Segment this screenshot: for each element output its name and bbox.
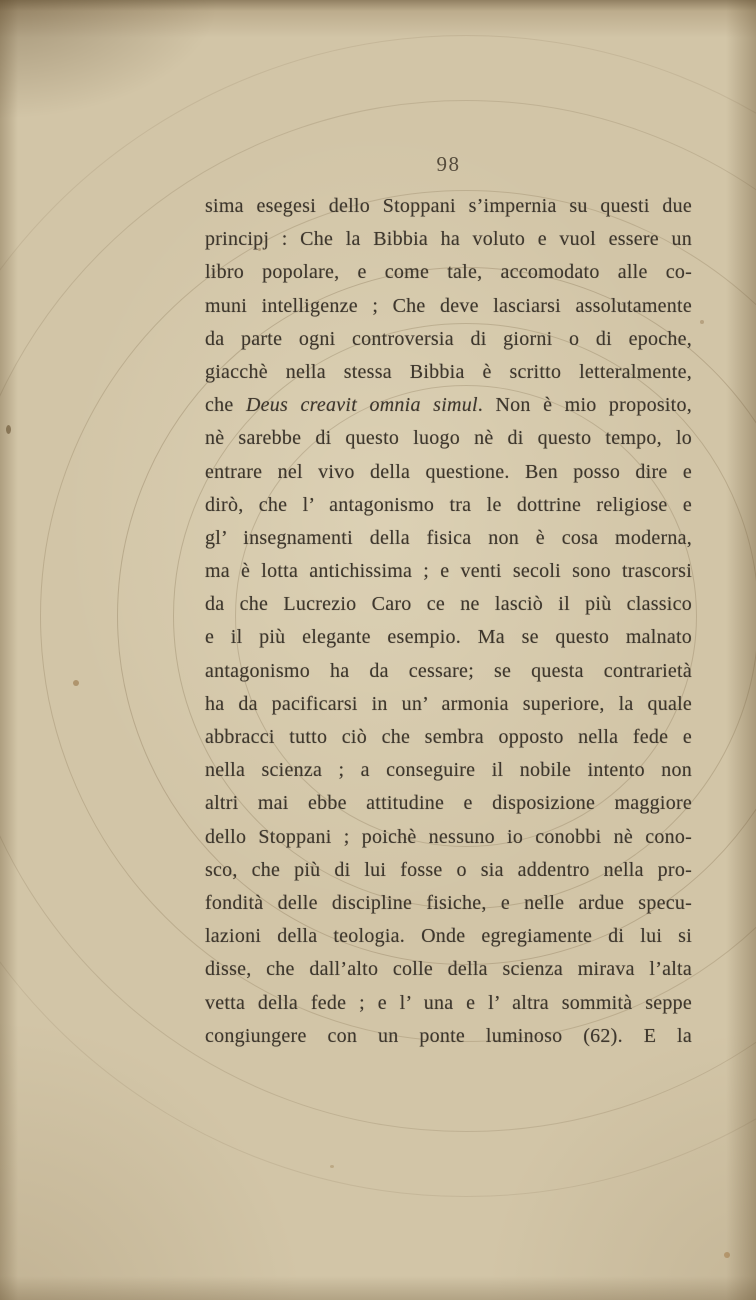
text-line: libro popolare, e come tale, accomodato alle co- xyxy=(205,261,692,284)
scan-edge-shadow-top xyxy=(0,0,756,38)
text-line: altri mai ebbe attitudine e disposizione maggiore xyxy=(205,792,692,815)
scan-edge-shadow-right xyxy=(726,0,756,1300)
text-line: e il più elegante esempio. Ma se questo malnato xyxy=(205,626,692,649)
text-line: principj : Che la Bibbia ha voluto e vuol essere un xyxy=(205,228,692,251)
text-line: nella scienza ; a conseguire il nobile intento non xyxy=(205,759,692,782)
text-line: muni intelligenze ; Che deve lasciarsi assolutamente xyxy=(205,294,692,317)
paper-speck xyxy=(700,320,704,324)
text-line: abbracci tutto ciò che sembra opposto nella fede e xyxy=(205,726,692,748)
text-line: fondità delle discipline fisiche, e nelle ardue specu- xyxy=(205,891,692,914)
text-line: ma è lotta antichissima ; e venti secoli sono trascorsi xyxy=(205,560,692,583)
text-line: entrare nel vivo della questione. Ben posso dire e xyxy=(205,460,692,483)
text-line: ha da pacificarsi in un’ armonia superiore, la quale xyxy=(205,692,692,715)
page-number: 98 xyxy=(436,152,461,176)
scan-edge-shadow-left xyxy=(0,0,18,1300)
paper-speck xyxy=(330,1165,334,1168)
text-line: dello Stoppani ; poichè nessuno io conobbi nè cono- xyxy=(205,825,692,848)
text-line: disse, che dall’alto colle della scienza mirava l’alta xyxy=(205,958,692,981)
text-line: sco, che più di lui fosse o sia addentro nella pro- xyxy=(205,858,692,881)
text-line: lazioni della teologia. Onde egregiamente di lui si xyxy=(205,925,692,948)
text-line: da che Lucrezio Caro ce ne lasciò il più classico xyxy=(205,593,692,616)
text-line: nè sarebbe di questo luogo nè di questo tempo, lo xyxy=(205,427,692,450)
text-line: sima esegesi dello Stoppani s’impernia su questi due xyxy=(205,195,692,217)
paper-speck xyxy=(73,680,79,686)
text-line: giacchè nella stessa Bibbia è scritto letteralmente, xyxy=(205,360,692,383)
text-line: antagonismo ha da cessare; se questa contrarietà xyxy=(205,659,692,682)
scan-corner-shadow xyxy=(0,0,220,120)
text-line: dirò, che l’ antagonismo tra le dottrine religiose e xyxy=(205,493,692,516)
text-line: gl’ insegnamenti della fisica non è cosa moderna, xyxy=(205,526,692,549)
body-text xyxy=(205,190,692,1053)
paper-speck xyxy=(6,425,11,434)
paper-speck xyxy=(724,1252,730,1258)
text-line: congiungere con un ponte luminoso (62). E la xyxy=(205,1024,692,1047)
text-line: che Deus creavit omnia simul. Non è mio proposito, xyxy=(205,394,692,417)
text-line: vetta della fede ; e l’ una e l’ altra sommità seppe xyxy=(205,991,692,1014)
scan-edge-shadow-bottom xyxy=(0,1276,756,1300)
text-line: da parte ogni controversia di giorni o di epoche, xyxy=(205,327,692,350)
